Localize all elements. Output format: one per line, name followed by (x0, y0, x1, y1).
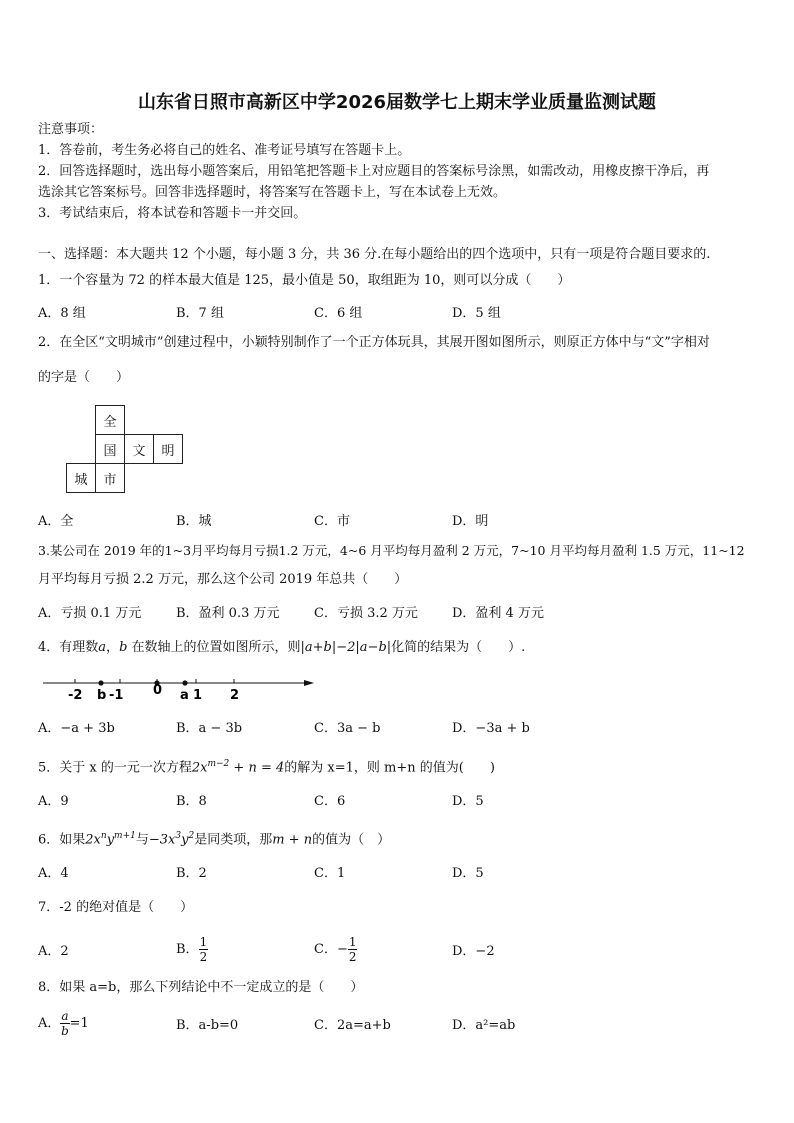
question-6-options (38, 862, 758, 881)
option-d[interactable]: D．5 (452, 866, 484, 881)
var-b: b (119, 640, 128, 655)
cube-cell: 国 (96, 435, 125, 464)
page-title: 山东省日照市高新区中学2026届数学七上期末学业质量监测试题 (137, 92, 657, 113)
q6-term1-exp: n (100, 831, 107, 841)
option-c[interactable]: C．亏损 3.2 万元 (314, 606, 418, 621)
q5-suffix: 的解为 x=1，则 m+n 的值为( ) (284, 760, 495, 776)
q6-term2-y: y (181, 832, 189, 848)
question-2-options (38, 510, 758, 529)
q6-term1-y: y (106, 832, 115, 848)
option-a[interactable]: A．−a + 3b (38, 721, 115, 736)
option-b[interactable]: B．a-b=0 (176, 1017, 239, 1033)
option-a-suffix: =1 (69, 1015, 89, 1031)
q6-mid: 与 (135, 832, 149, 848)
q6-term1: 2x (85, 832, 101, 848)
tick-label: 1 (193, 688, 203, 703)
point-a (182, 680, 187, 685)
q6-prefix: 6．如果 (38, 832, 86, 848)
option-b[interactable]: B．7 组 (176, 306, 224, 321)
tick-label: b (97, 688, 107, 703)
option-b-label: B． (176, 941, 199, 957)
option-c[interactable]: C．2a=a+b (314, 1017, 391, 1033)
question-4-text (38, 638, 525, 658)
option-c[interactable]: C．市 (314, 514, 350, 529)
option-a[interactable]: A．亏损 0.1 万元 (38, 606, 142, 621)
q6-term2: −3x (148, 832, 176, 848)
q6-term1-y-exp: m+1 (114, 831, 136, 841)
notice-item: 2．回答选择题时，选出每小题答案后，用铅笔把答题卡上对应题目的答案标号涂黑，如需改动，用橡皮擦干净后，再 (38, 164, 710, 179)
question-7-options (38, 930, 758, 968)
q6-term2-y-exp: 2 (188, 831, 195, 841)
denominator: 2 (348, 949, 357, 964)
option-d[interactable]: D．−3a + b (452, 721, 530, 736)
option-b[interactable] (176, 935, 314, 964)
question-4-options (38, 717, 758, 736)
question-3-text-cont: 月平均每月亏损 2.2 万元，那么这个公司 2019 年总共（ ） (38, 572, 408, 587)
section-heading: 一、选择题：本大题共 12 个小题，每小题 3 分，共 36 分.在每小题给出的四个选项中，只有一项是符合题目要求的. (38, 247, 711, 262)
option-d[interactable]: D．盈利 4 万元 (452, 606, 544, 621)
question-7-text: 7．-2 的绝对值是（ ） (38, 900, 194, 915)
q5-equation-rest: + n = 4 (229, 760, 285, 776)
q6-term2-exp: 3 (175, 831, 182, 841)
option-b[interactable]: B．城 (176, 514, 212, 529)
q6-expression: m + n (272, 832, 313, 848)
q4-suffix: 化简的结果为（ ）. (391, 640, 526, 655)
option-d[interactable]: D．a²=ab (452, 1017, 516, 1033)
option-a-label: A． (38, 1015, 61, 1031)
cube-cell: 全 (96, 406, 125, 435)
numerator: a (61, 1008, 69, 1023)
question-1-text: 1．一个容量为 72 的样本最大值是 125，最小值是 50，取组距为 10，则可以分成（ ） (38, 273, 571, 288)
var-a: a (98, 640, 107, 655)
question-1-options (38, 302, 758, 321)
question-8-options (38, 1004, 758, 1042)
cube-cell: 市 (96, 464, 125, 493)
q5-prefix: 5．关于 x 的一元一次方程 (38, 760, 192, 776)
number-line-figure (38, 672, 328, 704)
fraction (199, 935, 209, 964)
cube-cell: 明 (154, 435, 183, 464)
numerator: 1 (199, 934, 208, 949)
notice-item: 选涂其它答案标号。回答非选择题时，将答案写在答题卡上，写在本试卷上无效。 (38, 185, 507, 200)
question-3-options (38, 602, 758, 621)
fraction (60, 1009, 69, 1038)
question-8-text: 8．如果 a=b，那么下列结论中不一定成立的是（ ） (38, 980, 364, 995)
question-5-options (38, 790, 758, 809)
q4-prefix: 4．有理数 (38, 640, 99, 655)
notice-item: 1．答卷前，考生务必将自己的姓名、准考证号填写在答题卡上。 (38, 143, 411, 158)
tick-label: -2 (68, 688, 83, 703)
option-c[interactable]: C．6 (314, 794, 346, 809)
tick-label: -1 (109, 688, 124, 703)
question-3-text: 3.某公司在 2019 年的1~3月平均每月亏损1.2 万元，4~6 月平均每月盈利 2 万元，7~10 月平均每月盈利 1.5 万元，11~12 (38, 543, 745, 558)
denominator: 2 (199, 949, 208, 964)
q6-mid2: 是同类项，那 (194, 832, 273, 848)
option-a[interactable]: A．2 (38, 943, 69, 959)
q5-equation: 2x (191, 760, 208, 776)
notice-item: 3．考试结束后，将本试卷和答题卡一并交回。 (38, 206, 307, 221)
option-a[interactable] (38, 1009, 176, 1038)
option-a[interactable]: A．9 (38, 794, 69, 809)
option-d[interactable]: D．−2 (452, 943, 495, 959)
cube-net-figure (66, 405, 183, 493)
option-c[interactable]: C．6 组 (314, 306, 363, 321)
question-2-text: 2．在全区“文明城市”创建过程中，小颖特别制作了一个正方体玩具，其展开图如图所示，则原正方体中与“文”字相对 (38, 335, 710, 350)
option-c[interactable]: C．1 (314, 866, 346, 881)
point-b (98, 680, 103, 685)
option-c[interactable]: C．3a − b (314, 721, 381, 736)
number-line-arrow (304, 680, 314, 686)
option-d[interactable]: D．明 (452, 514, 489, 529)
cube-cell: 城 (67, 464, 96, 493)
option-b[interactable]: B．a − 3b (176, 721, 243, 736)
option-a[interactable]: A．全 (38, 514, 74, 529)
tick-label: 2 (230, 688, 240, 703)
option-c-label: C．− (314, 941, 348, 957)
q5-exponent: m−2 (207, 759, 230, 769)
q4-middle: 在数轴上的位置如图所示，则 (127, 640, 301, 655)
tick-label: 0 (153, 683, 163, 698)
option-b[interactable]: B．8 (176, 794, 207, 809)
cube-cell: 文 (125, 435, 154, 464)
q4-comma: ， (106, 640, 120, 655)
q4-expression: |a+b|−2|a−b| (300, 640, 392, 655)
tick-label: a (180, 688, 189, 703)
denominator: b (61, 1023, 69, 1038)
option-b[interactable]: B．2 (176, 866, 207, 881)
option-d[interactable]: D．5 (452, 794, 484, 809)
fraction (348, 935, 358, 964)
option-a[interactable]: A．4 (38, 866, 69, 881)
question-2-text-cont: 的字是（ ） (38, 370, 130, 385)
question-5-text (38, 754, 495, 778)
question-6-text (38, 826, 390, 850)
option-c[interactable] (314, 935, 452, 964)
option-b[interactable]: B．盈利 0.3 万元 (176, 606, 280, 621)
option-a[interactable]: A．8 组 (38, 306, 86, 321)
q6-suffix: 的值为（ ） (312, 832, 391, 848)
option-d[interactable]: D．5 组 (452, 306, 501, 321)
notice-heading: 注意事项： (38, 122, 104, 137)
numerator: 1 (348, 934, 357, 949)
